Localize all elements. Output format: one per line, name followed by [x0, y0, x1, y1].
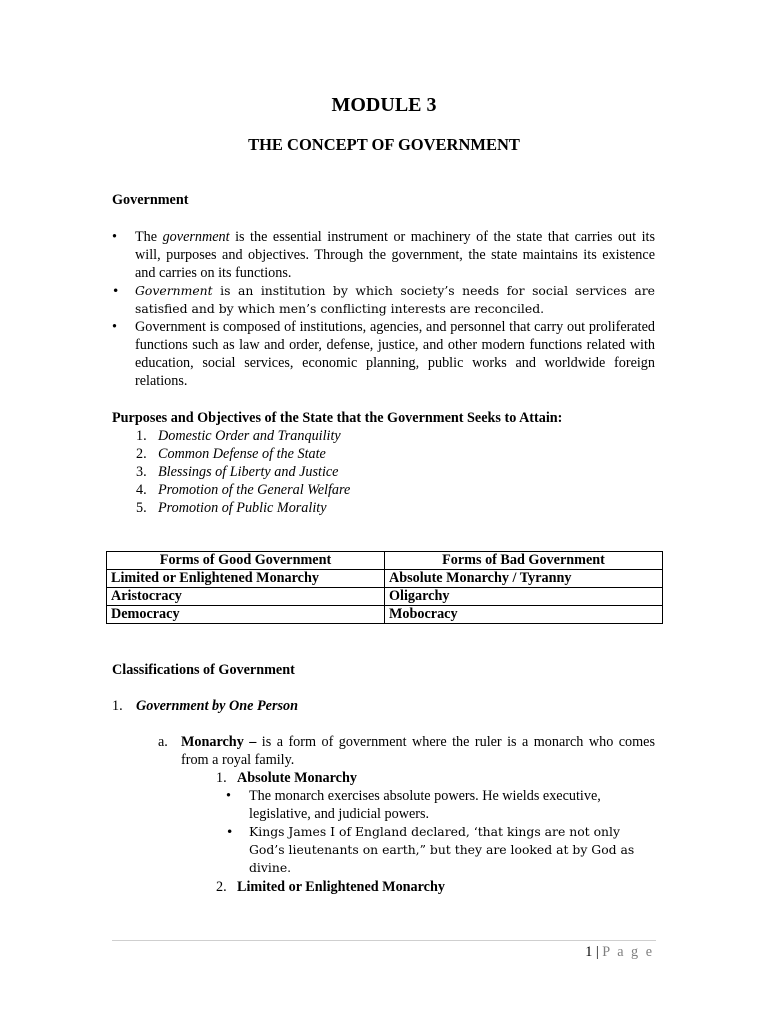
list-item: 1. Domestic Order and Tranquility — [136, 428, 341, 444]
limited-monarchy-heading: 2. Limited or Enlightened Monarchy — [216, 879, 445, 895]
government-bullets — [112, 228, 655, 390]
purposes-heading: Purposes and Objectives of the State that the Government Seeks to Attain: — [112, 410, 563, 426]
header-bad-government: Forms of Bad Government — [385, 552, 663, 570]
government-bullet-2: • Government is an institution by which society’s needs for social services are satisfied and by which men’s conflicting interests are reconciled. — [112, 282, 655, 318]
forms-of-government-table — [106, 551, 663, 624]
table-cell: Mobocracy — [385, 606, 663, 624]
concept-title: THE CONCEPT OF GOVERNMENT — [248, 135, 520, 154]
table-header-row — [107, 552, 663, 570]
purposes-list — [136, 427, 350, 517]
table-cell: Democracy — [107, 606, 385, 624]
government-bullet-1: • The government is the essential instrument or machinery of the state that carries out its will, purposes and objectives. Through the government, the state maintains its existence and carries on its functions. — [112, 228, 655, 282]
absolute-monarchy-bullets — [226, 787, 656, 877]
list-item: 2. Common Defense of the State — [136, 446, 326, 462]
absolute-monarchy-heading: 1. Absolute Monarchy — [216, 770, 357, 786]
list-item: • Kings James I of England declared, ‘that kings are not only God’s lieutenants on earth,” but they are looked at by God as divine. — [226, 823, 656, 877]
table-row — [107, 588, 663, 606]
page-footer: 1 | P a g e — [585, 944, 654, 960]
page-label: P a g e — [602, 944, 654, 960]
table-row — [107, 606, 663, 624]
list-item: 5. Promotion of Public Morality — [136, 500, 327, 516]
table-cell: Oligarchy — [385, 588, 663, 606]
list-item: • The monarch exercises absolute powers. He wields executive, legislative, and judicial powers. — [226, 787, 656, 823]
table-cell: Absolute Monarchy / Tyranny — [385, 570, 663, 588]
table-row — [107, 570, 663, 588]
government-bullet-3: • Government is composed of institutions, agencies, and personnel that carry out proliferated functions such as law and order, defense, justice, and other modern functions related with education, social services, economic planning, public works and worldwide foreign relations. — [112, 318, 655, 390]
table-cell: Aristocracy — [107, 588, 385, 606]
table-cell: Limited or Enlightened Monarchy — [107, 570, 385, 588]
classifications-heading: Classifications of Government — [112, 662, 295, 678]
classification-item-1: 1. Government by One Person — [112, 698, 298, 714]
module-title: MODULE 3 — [331, 94, 437, 116]
footer-divider — [112, 940, 656, 941]
page-number: 1 — [585, 944, 593, 960]
list-item: 3. Blessings of Liberty and Justice — [136, 464, 339, 480]
list-item: 4. Promotion of the General Welfare — [136, 482, 351, 498]
government-heading: Government — [112, 192, 189, 208]
monarchy-item: a. Monarchy – is a form of government where the ruler is a monarch who comes from a royal family. — [158, 734, 655, 768]
header-good-government: Forms of Good Government — [107, 552, 385, 570]
